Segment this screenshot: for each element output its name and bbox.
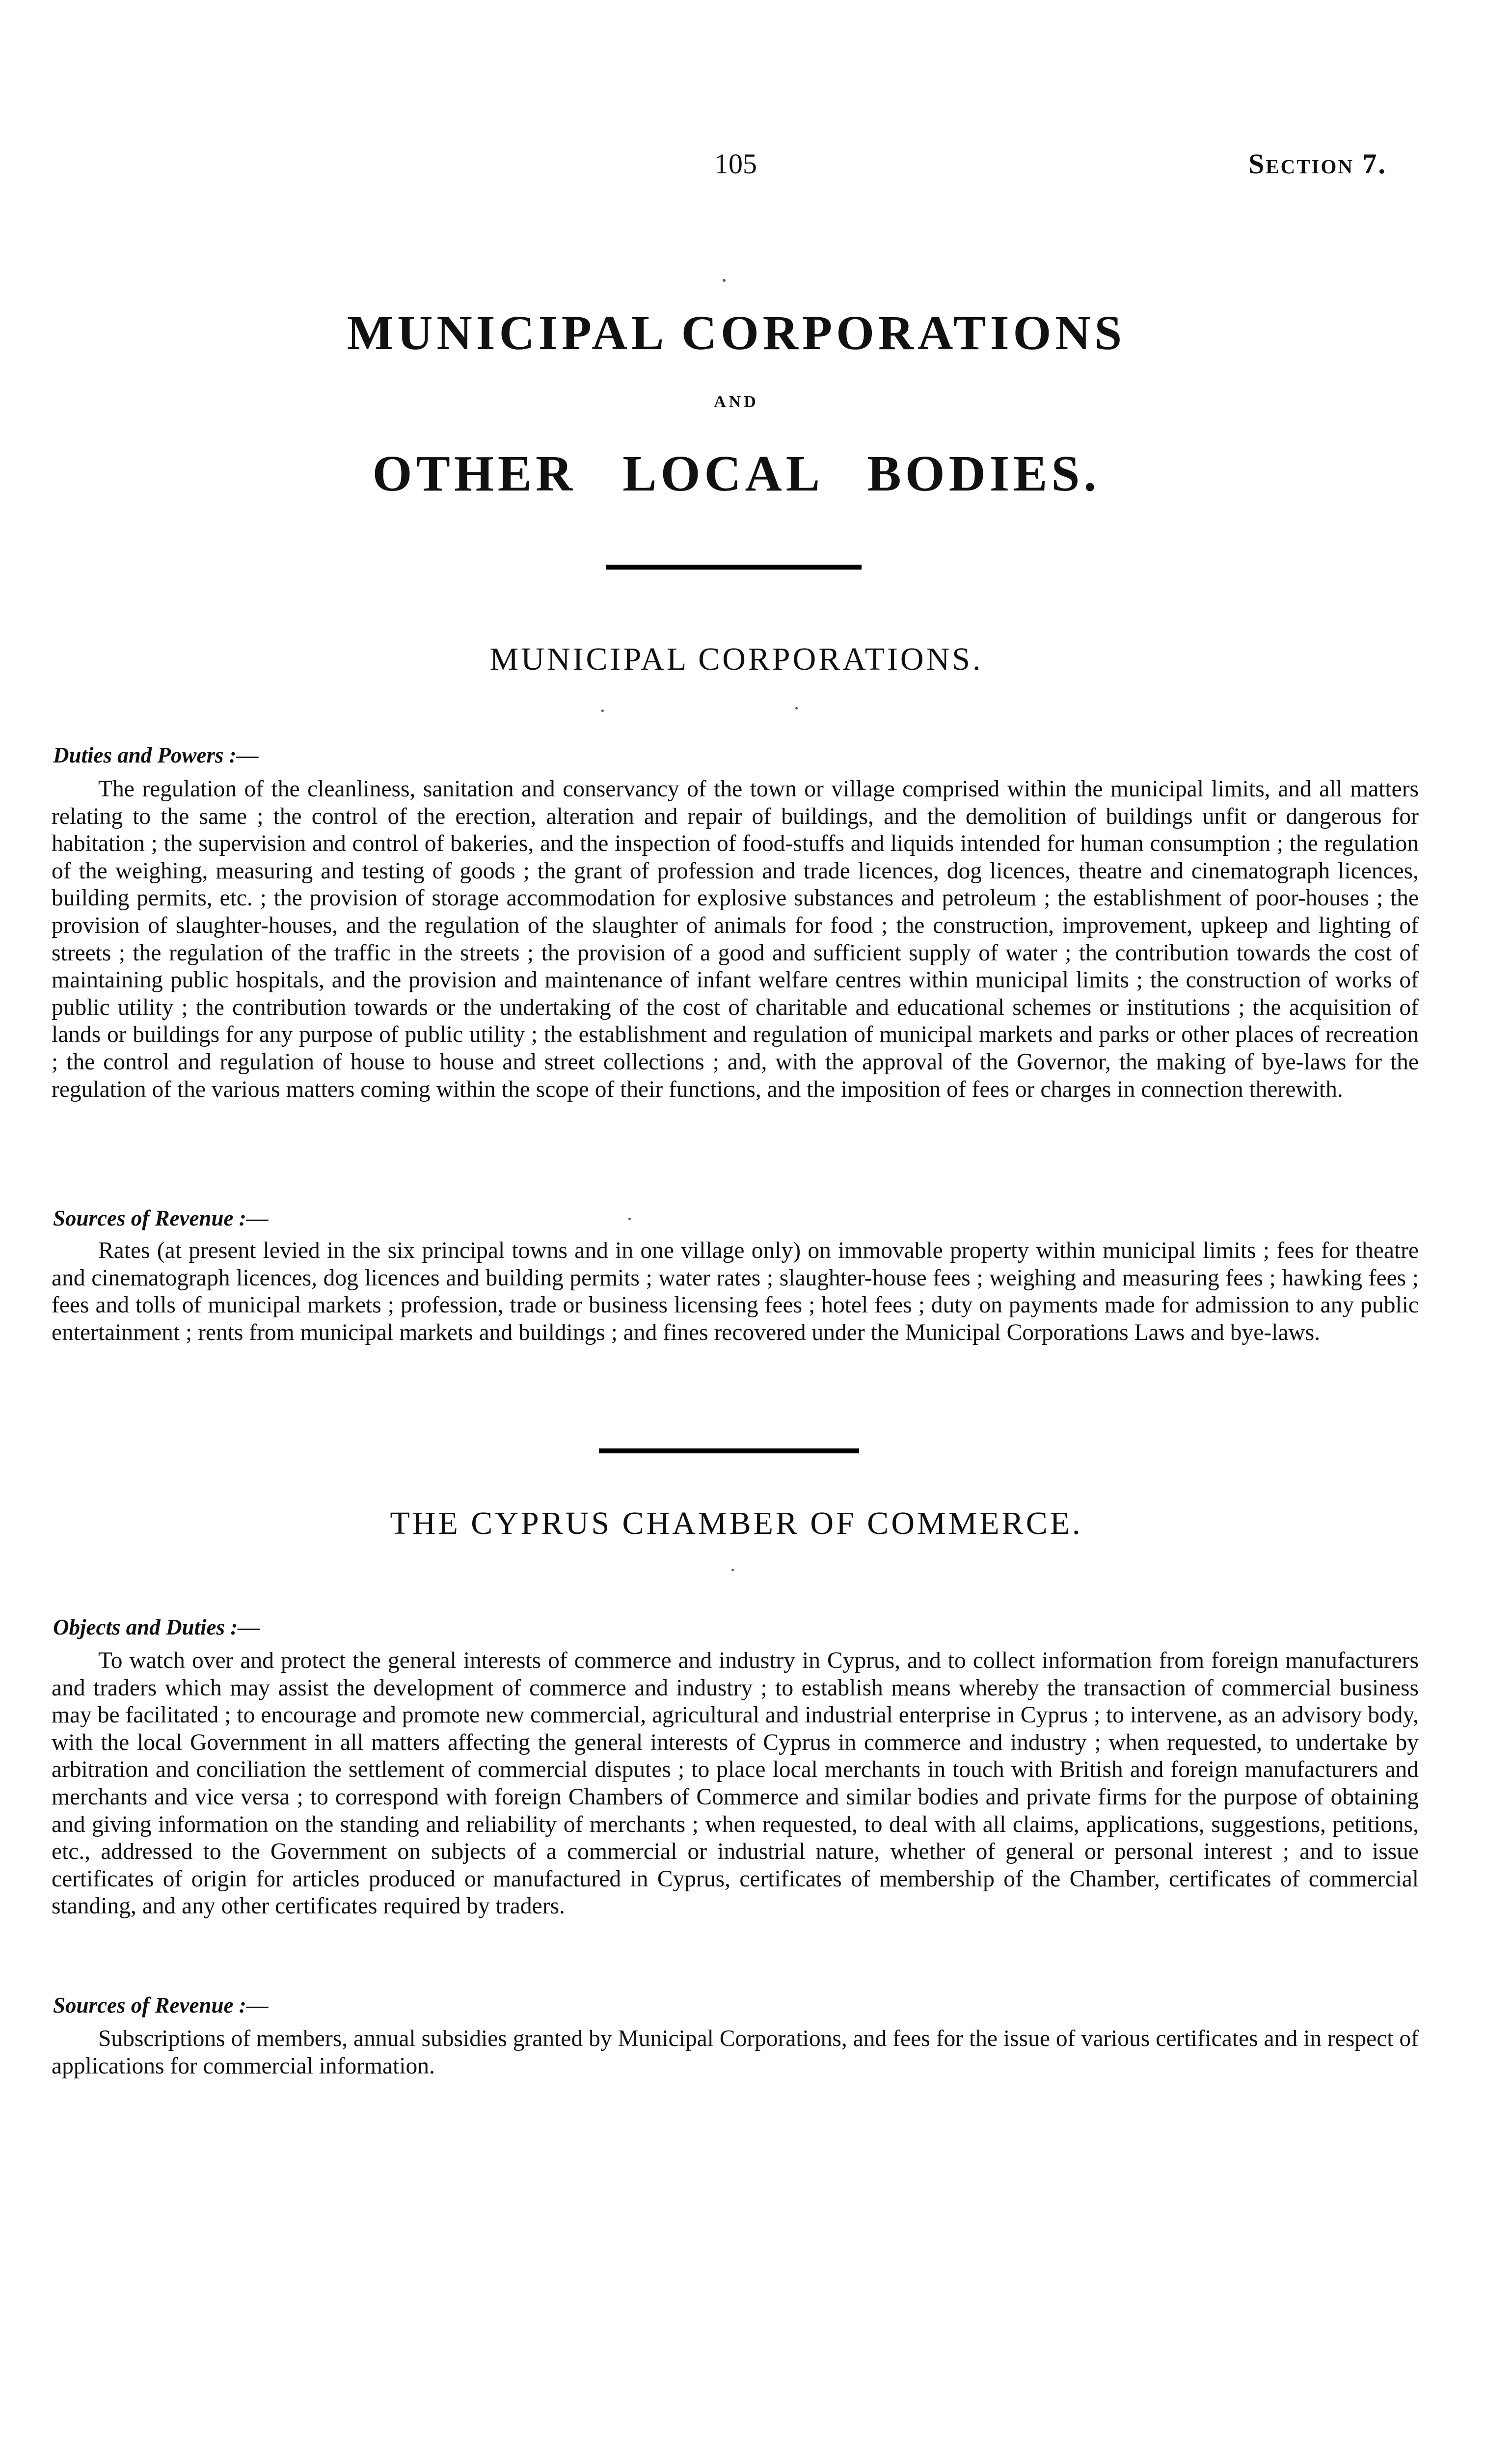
print-speck — [731, 1569, 734, 1571]
duties-powers-text: The regulation of the cleanliness, sanitation and conservancy of the town or village comprised within the municipal limits, and all matters relating to the same ; the control of the erection, alteration and repair of buildings, and the demolition of buildings unfit or dangerous for habitation ; the supervision and control of bakeries, and the inspection of food-stuffs and liquids intended for human consumption ; the regulation of the weighing, measuring and testing of goods ; the grant of profession and trade licences, dog licences, theatre and cinematograph licences, building permits, etc. ; the provision of storage accommodation for explosive substances and petroleum ; the establishment of poor-houses ; the provision of slaughter-houses, and the regulation of the slaughter of animals for food ; the construction, improvement, upkeep and lighting of streets ; the regulation of the traffic in the streets ; the provision of a good and sufficient supply of water ; the contribution towards the cost of maintaining public hospitals, and the provision and maintenance of infant welfare centres within municipal limits ; the construction of works of public utility ; the contribution towards or the undertaking of the cost of charitable and educational schemes or institutions ; the acquisition of lands or buildings for any purpose of public utility ; the establishment and regulation of municipal markets and parks or other places of recreation ; the control and regulation of house to house and street collections ; and, with the approval of the Governor, the making of bye-laws for the regulation of the various matters coming within the scope of their functions, and the imposition of fees or charges in connection therewith. — [52, 776, 1419, 1102]
divider-rule — [599, 1448, 859, 1453]
section-heading-chamber: THE CYPRUS CHAMBER OF COMMERCE. — [390, 1505, 1083, 1541]
objects-duties-text: To watch over and protect the general interests of commerce and industry in Cyprus, and to collect information from foreign manufacturers and traders which may assist the development of commerce and industry ; to establish means whereby the transaction of commercial business may be facilitated ; to encourage and promote new commercial, agricultural and industrial enterprise in Cyprus ; to intervene, as an advisory body, with the local Government in all matters affecting the general interests of Cyprus in commerce and industry ; when requested, to undertake by arbitration and conciliation the settlement of commercial disputes ; to place local merchants in touch with British and foreign manufacturers and merchants and vice versa ; to correspond with foreign Chambers of Commerce and similar bodies and private firms for the purpose of obtaining and giving information on the standing and reliability of merchants ; when requested, to deal with all claims, applications, suggestions, petitions, etc., addressed to the Government on subjects of a commercial or industrial nature, whether of general or personal interest ; and to issue certificates of origin for articles produced or manufactured in Cyprus, certificates of membership of the Chamber, certificates of commercial standing, and any other certificates required by traders. — [52, 1648, 1419, 1919]
page-title: MUNICIPAL CORPORATIONS — [347, 305, 1126, 360]
objects-duties-label: Objects and Duties :— — [53, 1615, 260, 1639]
print-speck — [601, 709, 604, 712]
print-speck — [628, 1218, 631, 1220]
chamber-revenue-text: Subscriptions of members, annual subsidies granted by Municipal Corporations, and fees for the issue of various certificates and in respect of applications for commercial information. — [52, 2026, 1419, 2079]
municipal-revenue-label: Sources of Revenue :— — [53, 1206, 269, 1230]
print-speck — [723, 279, 726, 282]
print-speck — [795, 707, 798, 709]
title-conjunction: AND — [714, 393, 759, 411]
page-number: 105 — [714, 148, 757, 180]
divider-rule — [606, 565, 862, 570]
page-subtitle: OTHER LOCAL BODIES. — [372, 445, 1101, 502]
chamber-revenue-label: Sources of Revenue :— — [53, 1993, 269, 2018]
municipal-revenue-text: Rates (at present levied in the six principal towns and in one village only) on immovable property within municipal limits ; fees for theatre and cinematograph licences, dog licences and building permits ; water rates ; slaughter-house fees ; weighing and measuring fees ; hawking fees ; fees and tolls of municipal markets ; profession, trade or business licensing fees ; hotel fees ; duty on payments made for admission to any public entertainment ; rents from municipal markets and buildings ; and fines recovered under the Municipal Corporations Laws and bye-laws. — [52, 1238, 1419, 1345]
section-label: Section 7. — [1248, 148, 1387, 180]
section-heading-municipal: MUNICIPAL CORPORATIONS. — [489, 641, 983, 677]
duties-powers-label: Duties and Powers :— — [53, 743, 259, 767]
